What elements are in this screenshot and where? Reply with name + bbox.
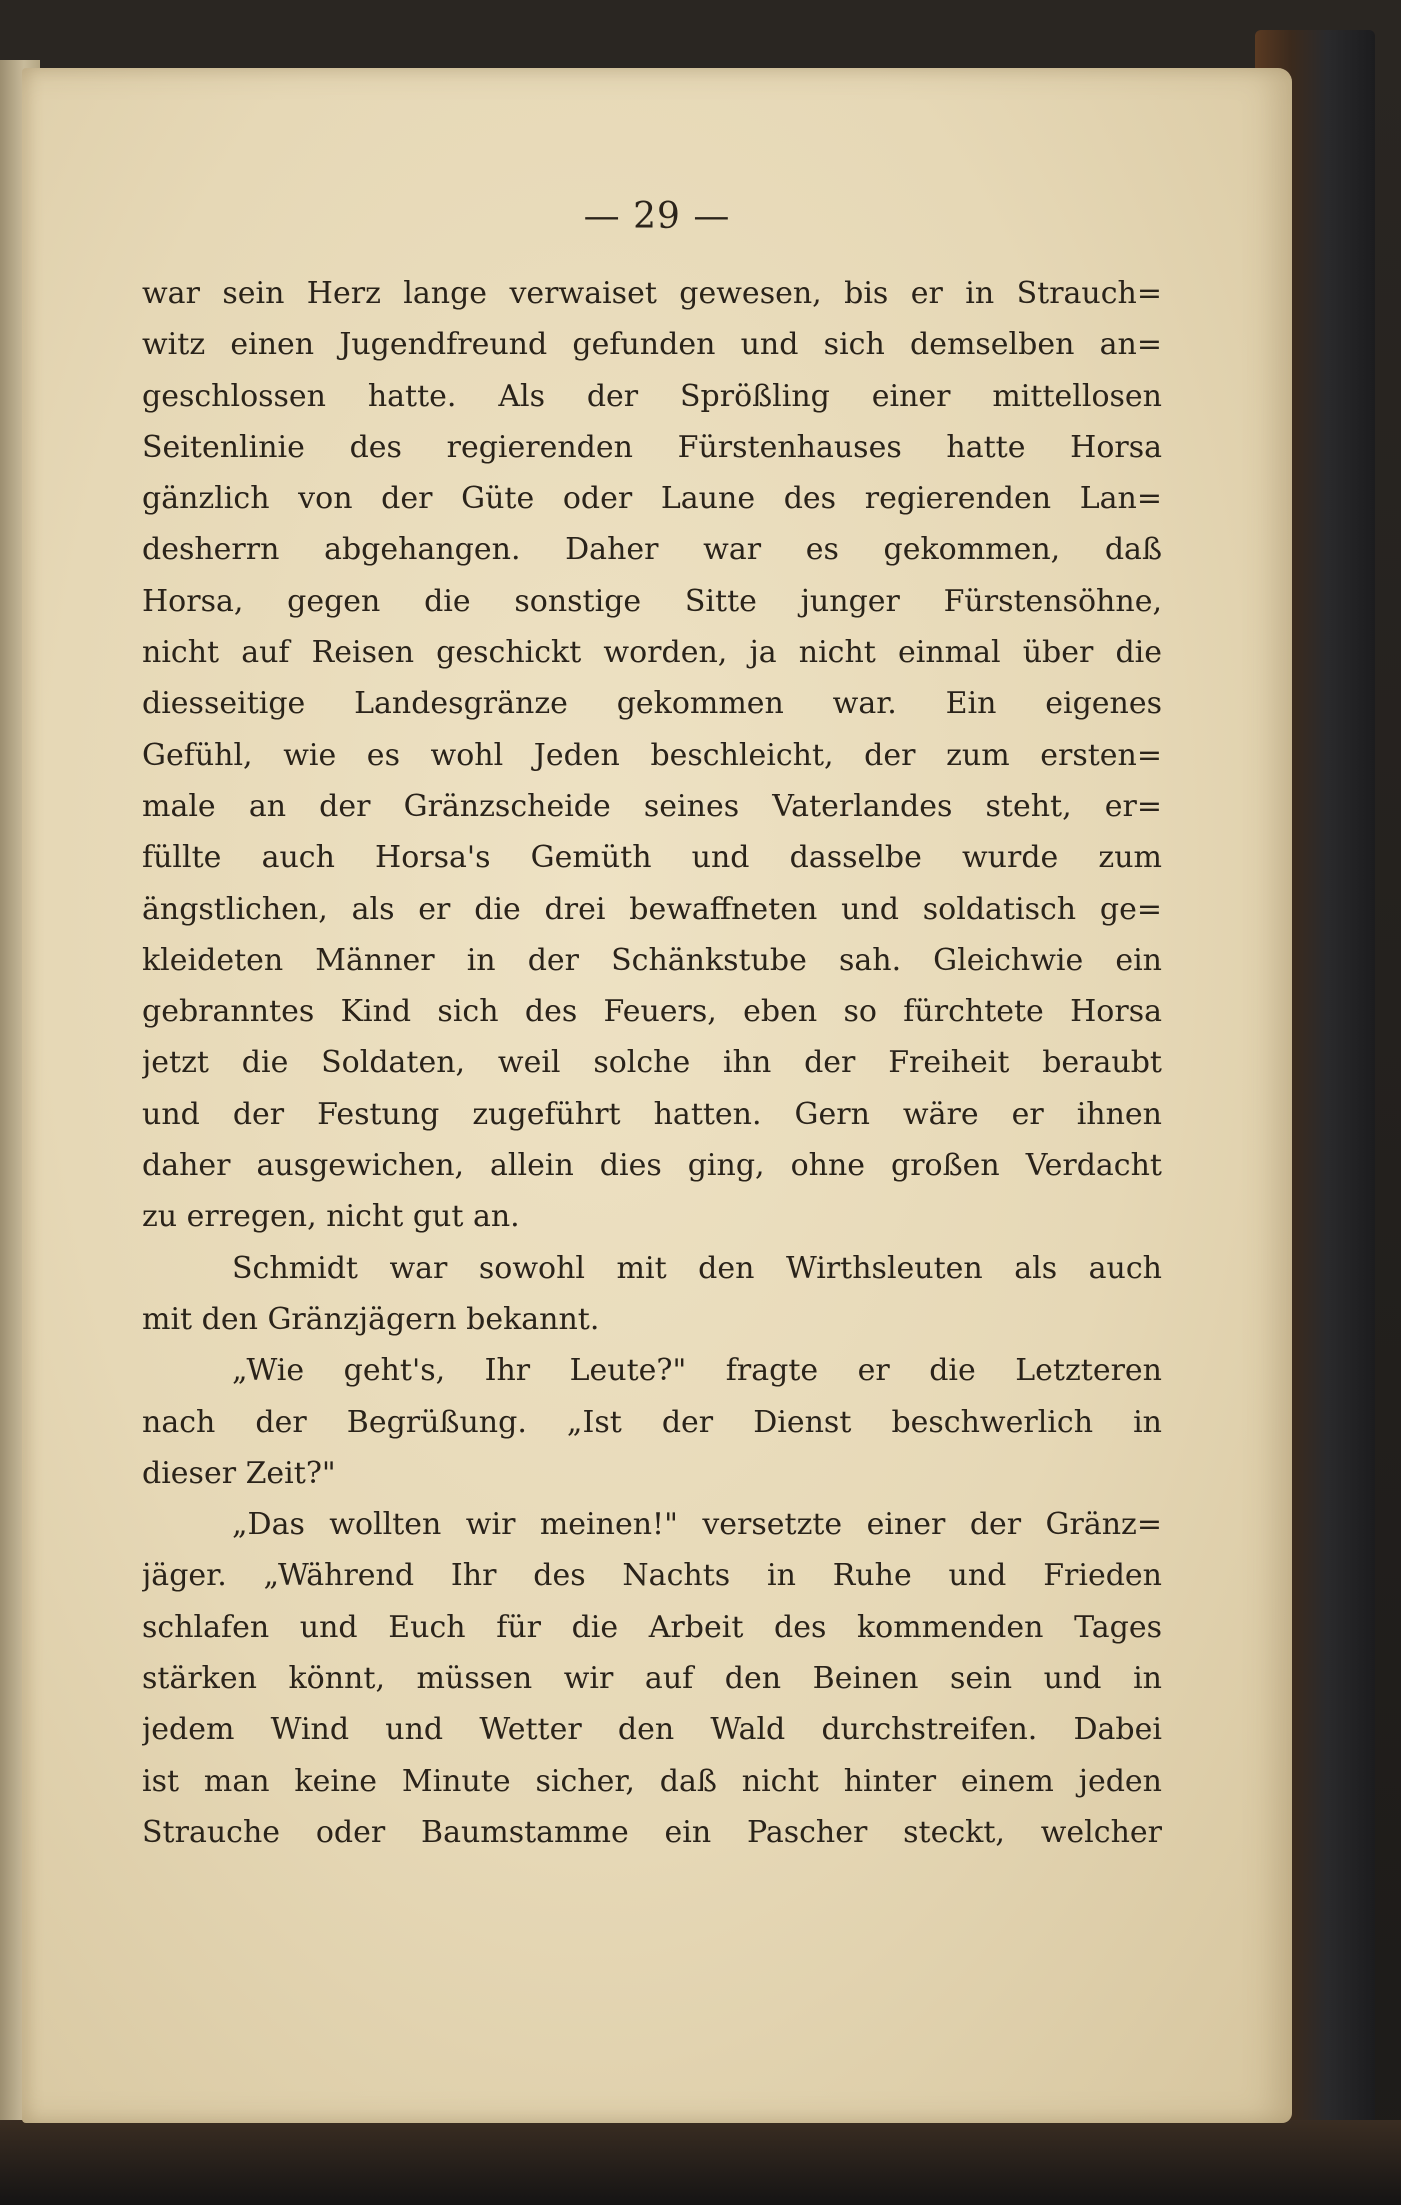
text-line: male an der Gränzscheide seines Vaterlandes steht, er= xyxy=(142,788,1162,824)
text-line: witz einen Jugendfreund gefunden und sich demselben an= xyxy=(142,327,1162,363)
text-line: ängstlichen, als er die drei bewaffneten und soldatisch ge= xyxy=(142,891,1162,927)
text-line: dieser Zeit?" xyxy=(142,1455,336,1491)
text-line: Seitenlinie des regierenden Fürstenhauses hatte Horsa xyxy=(142,429,1162,465)
text-line: Schmidt war sowohl mit den Wirthsleuten als auch xyxy=(232,1250,1162,1286)
text-line: geschlossen hatte. Als der Sprößling einer mittellosen xyxy=(142,378,1162,414)
text-line: nach der Begrüßung. „Ist der Dienst beschwerlich in xyxy=(142,1404,1162,1440)
book-page xyxy=(22,68,1292,2123)
page-number: — 29 — xyxy=(583,196,731,237)
book-cover-bottom xyxy=(0,2120,1401,2205)
text-line: mit den Gränzjägern bekannt. xyxy=(142,1301,600,1337)
text-line: Strauche oder Baumstamme ein Pascher steckt, welcher xyxy=(142,1814,1162,1850)
text-line: und der Festung zugeführt hatten. Gern wäre er ihnen xyxy=(142,1096,1162,1132)
text-line: ist man keine Minute sicher, daß nicht hinter einem jeden xyxy=(142,1763,1162,1799)
text-line: kleideten Männer in der Schänkstube sah. Gleichwie ein xyxy=(142,942,1162,978)
text-line: gebranntes Kind sich des Feuers, eben so fürchtete Horsa xyxy=(142,994,1162,1030)
text-line: „Wie geht's, Ihr Leute?" fragte er die Letzteren xyxy=(232,1353,1162,1389)
text-line: diesseitige Landesgränze gekommen war. Ein eigenes xyxy=(142,686,1162,722)
text-line: „Das wollten wir meinen!" versetzte einer der Gränz= xyxy=(232,1507,1162,1543)
text-line: stärken könnt, müssen wir auf den Beinen sein und in xyxy=(142,1661,1162,1697)
text-line: gänzlich von der Güte oder Laune des regierenden Lan= xyxy=(142,481,1162,517)
text-line: schlafen und Euch für die Arbeit des kommenden Tages xyxy=(142,1609,1162,1645)
text-line: jäger. „Während Ihr des Nachts in Ruhe und Frieden xyxy=(142,1558,1162,1594)
text-line: desherrn abgehangen. Daher war es gekommen, daß xyxy=(142,532,1162,568)
text-line: jedem Wind und Wetter den Wald durchstreifen. Dabei xyxy=(142,1712,1162,1748)
body-text xyxy=(142,268,1162,1858)
text-line: nicht auf Reisen geschickt worden, ja nicht einmal über die xyxy=(142,635,1162,671)
text-line: zu erregen, nicht gut an. xyxy=(142,1199,520,1235)
text-line: daher ausgewichen, allein dies ging, ohne großen Verdacht xyxy=(142,1148,1162,1184)
text-line: Gefühl, wie es wohl Jeden beschleicht, der zum ersten= xyxy=(142,737,1162,773)
text-line: jetzt die Soldaten, weil solche ihn der Freiheit beraubt xyxy=(142,1045,1162,1081)
text-line: füllte auch Horsa's Gemüth und dasselbe wurde zum xyxy=(142,840,1162,876)
text-line: Horsa, gegen die sonstige Sitte junger Fürstensöhne, xyxy=(142,583,1162,619)
text-line: war sein Herz lange verwaiset gewesen, bis er in Strauch= xyxy=(142,276,1162,311)
